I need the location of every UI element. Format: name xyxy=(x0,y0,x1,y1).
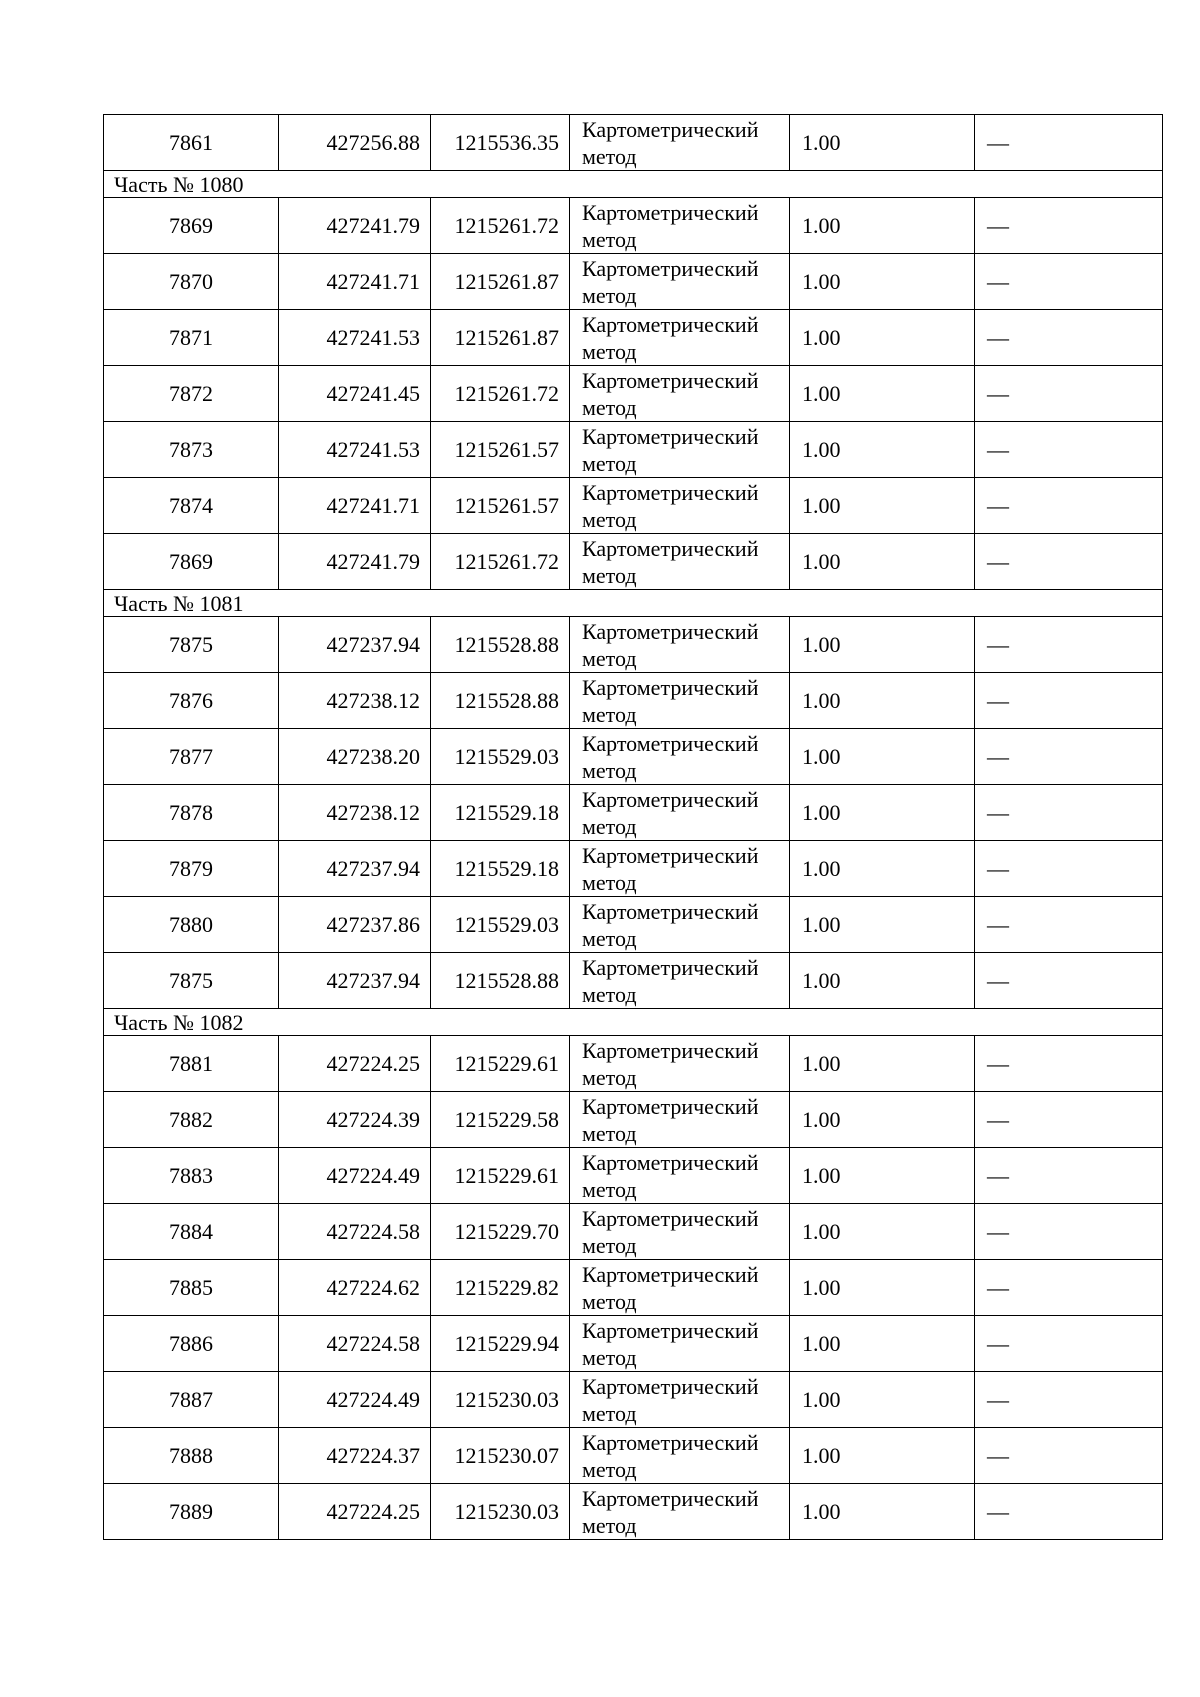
method-text-line1: Картометрический xyxy=(582,1205,759,1231)
y-coordinate-cell: 1215261.57 xyxy=(431,422,570,478)
accuracy-cell: 1.00 xyxy=(790,1148,975,1204)
y-coordinate-cell: 1215529.18 xyxy=(431,841,570,897)
table-row xyxy=(104,785,1163,841)
accuracy-cell: 1.00 xyxy=(790,1316,975,1372)
accuracy-cell: 1.00 xyxy=(790,1428,975,1484)
description-cell: — xyxy=(975,115,1163,171)
description-cell: — xyxy=(975,953,1163,1009)
method-text-line2: метод xyxy=(582,143,637,169)
x-coordinate-cell: 427224.25 xyxy=(279,1036,431,1092)
accuracy-cell: 1.00 xyxy=(790,897,975,953)
method-cell xyxy=(570,729,790,785)
method-cell xyxy=(570,953,790,1009)
accuracy-cell: 1.00 xyxy=(790,1036,975,1092)
point-number-cell: 7879 xyxy=(104,841,279,897)
point-number-cell: 7884 xyxy=(104,1204,279,1260)
method-text-line2: метод xyxy=(582,1288,637,1314)
table-row xyxy=(104,897,1163,953)
y-coordinate-cell: 1215229.61 xyxy=(431,1148,570,1204)
y-coordinate-cell: 1215230.03 xyxy=(431,1372,570,1428)
method-text-line1: Картометрический xyxy=(582,199,759,225)
accuracy-cell: 1.00 xyxy=(790,1372,975,1428)
method-cell xyxy=(570,1316,790,1372)
method-cell xyxy=(570,115,790,171)
point-number-cell: 7869 xyxy=(104,198,279,254)
section-header-row xyxy=(104,171,1163,198)
description-cell: — xyxy=(975,254,1163,310)
x-coordinate-cell: 427241.79 xyxy=(279,198,431,254)
accuracy-cell: 1.00 xyxy=(790,729,975,785)
table-row xyxy=(104,1428,1163,1484)
section-title: Часть № 1080 xyxy=(104,171,1163,198)
method-text-line1: Картометрический xyxy=(582,255,759,281)
method-text-line2: метод xyxy=(582,645,637,671)
method-text-line2: метод xyxy=(582,506,637,532)
method-text-line2: метод xyxy=(582,1400,637,1426)
description-cell: — xyxy=(975,617,1163,673)
point-number-cell: 7875 xyxy=(104,953,279,1009)
section-header-row xyxy=(104,590,1163,617)
point-number-cell: 7872 xyxy=(104,366,279,422)
x-coordinate-cell: 427224.37 xyxy=(279,1428,431,1484)
method-text-line2: метод xyxy=(582,869,637,895)
description-cell: — xyxy=(975,673,1163,729)
y-coordinate-cell: 1215261.87 xyxy=(431,310,570,366)
method-cell xyxy=(570,366,790,422)
table-row xyxy=(104,617,1163,673)
y-coordinate-cell: 1215529.03 xyxy=(431,897,570,953)
method-text-line1: Картометрический xyxy=(582,1149,759,1175)
description-cell: — xyxy=(975,1428,1163,1484)
table-row xyxy=(104,1036,1163,1092)
description-cell: — xyxy=(975,534,1163,590)
description-cell: — xyxy=(975,1372,1163,1428)
table-row xyxy=(104,953,1163,1009)
point-number-cell: 7880 xyxy=(104,897,279,953)
y-coordinate-cell: 1215536.35 xyxy=(431,115,570,171)
table-row xyxy=(104,1484,1163,1540)
accuracy-cell: 1.00 xyxy=(790,1204,975,1260)
method-cell xyxy=(570,1428,790,1484)
description-cell: — xyxy=(975,841,1163,897)
x-coordinate-cell: 427241.53 xyxy=(279,422,431,478)
coordinates-table xyxy=(103,114,1163,1540)
table-row xyxy=(104,366,1163,422)
description-cell: — xyxy=(975,1316,1163,1372)
x-coordinate-cell: 427237.94 xyxy=(279,617,431,673)
table-row xyxy=(104,1148,1163,1204)
table-row xyxy=(104,1316,1163,1372)
method-cell xyxy=(570,673,790,729)
method-cell xyxy=(570,1092,790,1148)
accuracy-cell: 1.00 xyxy=(790,198,975,254)
point-number-cell: 7869 xyxy=(104,534,279,590)
x-coordinate-cell: 427224.58 xyxy=(279,1204,431,1260)
y-coordinate-cell: 1215229.61 xyxy=(431,1036,570,1092)
description-cell: — xyxy=(975,310,1163,366)
method-text-line2: метод xyxy=(582,1512,637,1538)
method-text-line2: метод xyxy=(582,1344,637,1370)
table-row xyxy=(104,198,1163,254)
y-coordinate-cell: 1215229.70 xyxy=(431,1204,570,1260)
description-cell: — xyxy=(975,1092,1163,1148)
section-title: Часть № 1081 xyxy=(104,590,1163,617)
accuracy-cell: 1.00 xyxy=(790,534,975,590)
x-coordinate-cell: 427241.71 xyxy=(279,478,431,534)
method-cell xyxy=(570,1148,790,1204)
method-text-line1: Картометрический xyxy=(582,1317,759,1343)
method-text-line1: Картометрический xyxy=(582,479,759,505)
description-cell: — xyxy=(975,897,1163,953)
point-number-cell: 7885 xyxy=(104,1260,279,1316)
y-coordinate-cell: 1215529.18 xyxy=(431,785,570,841)
method-text-line2: метод xyxy=(582,338,637,364)
accuracy-cell: 1.00 xyxy=(790,422,975,478)
method-text-line1: Картометрический xyxy=(582,311,759,337)
y-coordinate-cell: 1215230.03 xyxy=(431,1484,570,1540)
x-coordinate-cell: 427224.25 xyxy=(279,1484,431,1540)
point-number-cell: 7883 xyxy=(104,1148,279,1204)
point-number-cell: 7861 xyxy=(104,115,279,171)
description-cell: — xyxy=(975,1148,1163,1204)
description-cell: — xyxy=(975,422,1163,478)
method-text-line1: Картометрический xyxy=(582,674,759,700)
description-cell: — xyxy=(975,198,1163,254)
description-cell: — xyxy=(975,1204,1163,1260)
description-cell: — xyxy=(975,1484,1163,1540)
accuracy-cell: 1.00 xyxy=(790,115,975,171)
method-text-line1: Картометрический xyxy=(582,618,759,644)
x-coordinate-cell: 427237.86 xyxy=(279,897,431,953)
method-text-line2: метод xyxy=(582,394,637,420)
accuracy-cell: 1.00 xyxy=(790,673,975,729)
method-cell xyxy=(570,1260,790,1316)
y-coordinate-cell: 1215230.07 xyxy=(431,1428,570,1484)
table-row xyxy=(104,310,1163,366)
table-row xyxy=(104,673,1163,729)
description-cell: — xyxy=(975,1036,1163,1092)
method-cell xyxy=(570,254,790,310)
method-text-line1: Картометрический xyxy=(582,1093,759,1119)
accuracy-cell: 1.00 xyxy=(790,478,975,534)
table-row xyxy=(104,254,1163,310)
method-cell xyxy=(570,1484,790,1540)
section-header-row xyxy=(104,1009,1163,1036)
method-text-line2: метод xyxy=(582,981,637,1007)
y-coordinate-cell: 1215261.72 xyxy=(431,534,570,590)
method-text-line2: метод xyxy=(582,813,637,839)
accuracy-cell: 1.00 xyxy=(790,1260,975,1316)
method-text-line2: метод xyxy=(582,1120,637,1146)
method-text-line1: Картометрический xyxy=(582,367,759,393)
point-number-cell: 7877 xyxy=(104,729,279,785)
point-number-cell: 7878 xyxy=(104,785,279,841)
method-text-line1: Картометрический xyxy=(582,116,759,142)
y-coordinate-cell: 1215528.88 xyxy=(431,673,570,729)
accuracy-cell: 1.00 xyxy=(790,617,975,673)
point-number-cell: 7888 xyxy=(104,1428,279,1484)
point-number-cell: 7889 xyxy=(104,1484,279,1540)
point-number-cell: 7876 xyxy=(104,673,279,729)
accuracy-cell: 1.00 xyxy=(790,785,975,841)
method-text-line2: метод xyxy=(582,1176,637,1202)
y-coordinate-cell: 1215261.72 xyxy=(431,366,570,422)
method-text-line2: метод xyxy=(582,925,637,951)
x-coordinate-cell: 427237.94 xyxy=(279,841,431,897)
method-text-line2: метод xyxy=(582,1456,637,1482)
method-text-line1: Картометрический xyxy=(582,1373,759,1399)
x-coordinate-cell: 427238.12 xyxy=(279,785,431,841)
method-text-line1: Картометрический xyxy=(582,954,759,980)
x-coordinate-cell: 427224.39 xyxy=(279,1092,431,1148)
point-number-cell: 7873 xyxy=(104,422,279,478)
description-cell: — xyxy=(975,478,1163,534)
x-coordinate-cell: 427224.58 xyxy=(279,1316,431,1372)
table-row xyxy=(104,534,1163,590)
coordinates-table-body xyxy=(104,115,1163,1540)
x-coordinate-cell: 427237.94 xyxy=(279,953,431,1009)
table-row xyxy=(104,422,1163,478)
method-cell xyxy=(570,841,790,897)
description-cell: — xyxy=(975,785,1163,841)
point-number-cell: 7887 xyxy=(104,1372,279,1428)
method-text-line1: Картометрический xyxy=(582,423,759,449)
table-row xyxy=(104,1372,1163,1428)
table-row xyxy=(104,1260,1163,1316)
x-coordinate-cell: 427241.53 xyxy=(279,310,431,366)
accuracy-cell: 1.00 xyxy=(790,366,975,422)
accuracy-cell: 1.00 xyxy=(790,254,975,310)
method-text-line2: метод xyxy=(582,562,637,588)
method-text-line1: Картометрический xyxy=(582,842,759,868)
point-number-cell: 7871 xyxy=(104,310,279,366)
method-cell xyxy=(570,1036,790,1092)
method-cell xyxy=(570,478,790,534)
x-coordinate-cell: 427256.88 xyxy=(279,115,431,171)
method-text-line1: Картометрический xyxy=(582,898,759,924)
section-title: Часть № 1082 xyxy=(104,1009,1163,1036)
accuracy-cell: 1.00 xyxy=(790,1484,975,1540)
method-text-line2: метод xyxy=(582,757,637,783)
accuracy-cell: 1.00 xyxy=(790,841,975,897)
method-cell xyxy=(570,617,790,673)
point-number-cell: 7874 xyxy=(104,478,279,534)
accuracy-cell: 1.00 xyxy=(790,953,975,1009)
table-row xyxy=(104,841,1163,897)
description-cell: — xyxy=(975,729,1163,785)
point-number-cell: 7886 xyxy=(104,1316,279,1372)
x-coordinate-cell: 427241.71 xyxy=(279,254,431,310)
method-text-line2: метод xyxy=(582,1232,637,1258)
y-coordinate-cell: 1215261.72 xyxy=(431,198,570,254)
y-coordinate-cell: 1215528.88 xyxy=(431,953,570,1009)
x-coordinate-cell: 427224.49 xyxy=(279,1148,431,1204)
method-cell xyxy=(570,198,790,254)
accuracy-cell: 1.00 xyxy=(790,1092,975,1148)
table-row xyxy=(104,1204,1163,1260)
method-text-line1: Картометрический xyxy=(582,535,759,561)
table-row xyxy=(104,115,1163,171)
method-text-line1: Картометрический xyxy=(582,1261,759,1287)
y-coordinate-cell: 1215261.87 xyxy=(431,254,570,310)
x-coordinate-cell: 427224.62 xyxy=(279,1260,431,1316)
point-number-cell: 7875 xyxy=(104,617,279,673)
method-text-line1: Картометрический xyxy=(582,1485,759,1511)
point-number-cell: 7881 xyxy=(104,1036,279,1092)
x-coordinate-cell: 427238.20 xyxy=(279,729,431,785)
method-cell xyxy=(570,1204,790,1260)
description-cell: — xyxy=(975,1260,1163,1316)
y-coordinate-cell: 1215528.88 xyxy=(431,617,570,673)
x-coordinate-cell: 427241.45 xyxy=(279,366,431,422)
method-cell xyxy=(570,310,790,366)
description-cell: — xyxy=(975,366,1163,422)
point-number-cell: 7870 xyxy=(104,254,279,310)
method-text-line2: метод xyxy=(582,701,637,727)
method-text-line1: Картометрический xyxy=(582,730,759,756)
y-coordinate-cell: 1215229.94 xyxy=(431,1316,570,1372)
x-coordinate-cell: 427241.79 xyxy=(279,534,431,590)
method-text-line1: Картометрический xyxy=(582,1429,759,1455)
method-text-line1: Картометрический xyxy=(582,1037,759,1063)
table-row xyxy=(104,1092,1163,1148)
method-text-line2: метод xyxy=(582,226,637,252)
y-coordinate-cell: 1215229.82 xyxy=(431,1260,570,1316)
accuracy-cell: 1.00 xyxy=(790,310,975,366)
method-cell xyxy=(570,422,790,478)
method-cell xyxy=(570,897,790,953)
method-text-line2: метод xyxy=(582,450,637,476)
table-row xyxy=(104,729,1163,785)
method-cell xyxy=(570,534,790,590)
y-coordinate-cell: 1215529.03 xyxy=(431,729,570,785)
y-coordinate-cell: 1215261.57 xyxy=(431,478,570,534)
method-text-line2: метод xyxy=(582,1064,637,1090)
method-text-line2: метод xyxy=(582,282,637,308)
y-coordinate-cell: 1215229.58 xyxy=(431,1092,570,1148)
point-number-cell: 7882 xyxy=(104,1092,279,1148)
method-text-line1: Картометрический xyxy=(582,786,759,812)
x-coordinate-cell: 427224.49 xyxy=(279,1372,431,1428)
method-cell xyxy=(570,1372,790,1428)
x-coordinate-cell: 427238.12 xyxy=(279,673,431,729)
method-cell xyxy=(570,785,790,841)
table-row xyxy=(104,478,1163,534)
